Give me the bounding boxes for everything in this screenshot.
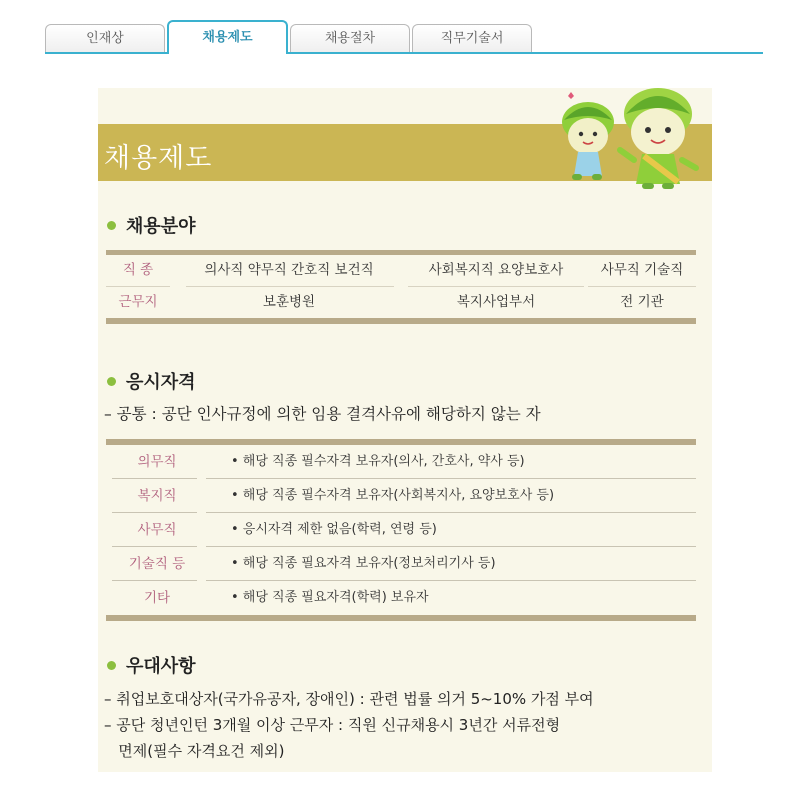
qual-value: • 해당 직종 필요자격(학력) 보유자 xyxy=(231,590,429,605)
qual-value: • 해당 직종 필수자격 보유자(의사, 간호사, 약사 등) xyxy=(231,454,525,469)
section-title-fields-text: 채용분야 xyxy=(126,216,196,237)
table-row xyxy=(106,445,696,479)
row-label-workplace: 근무지 xyxy=(118,294,158,310)
table-row xyxy=(106,547,696,581)
section-title-qualification-text: 응시자격 xyxy=(126,372,196,393)
qual-label: 의무직 xyxy=(137,454,177,470)
job-group-medical: 의사직 약무직 간호직 보건직 xyxy=(204,262,374,278)
table-row xyxy=(106,581,696,615)
table-row xyxy=(106,513,696,547)
table-row xyxy=(106,255,696,286)
qual-value: • 응시자격 제한 없음(학력, 연령 등) xyxy=(231,522,437,537)
job-group-office: 사무직 기술직 xyxy=(600,262,684,278)
preference-item: – 공단 청년인턴 3개월 이상 근무자 : 직원 신규채용시 3년간 서류전형 xyxy=(104,716,561,734)
row-label-job: 직 종 xyxy=(122,262,154,278)
qualification-common: – 공통 : 공단 인사규정에 의한 임용 결격사유에 해당하지 않는 자 xyxy=(104,405,541,423)
section-title-qualification xyxy=(107,368,196,394)
mascot-illustration xyxy=(550,84,710,194)
tab-job-description[interactable]: 직무기술서 xyxy=(412,24,532,52)
tab-bar xyxy=(45,18,763,54)
table-row xyxy=(106,287,696,318)
qual-label: 기타 xyxy=(143,590,171,606)
tab-talent[interactable]: 인재상 xyxy=(45,24,165,52)
qualification-table xyxy=(106,439,696,621)
section-title-preference xyxy=(107,652,196,678)
table-row xyxy=(106,479,696,513)
workplace-hospital: 보훈병원 xyxy=(262,294,316,310)
tab-recruitment-system[interactable]: 채용제도 xyxy=(167,20,288,54)
qual-label: 사무직 xyxy=(137,522,177,538)
preference-item: 면제(필수 자격요건 제외) xyxy=(104,742,285,760)
table-bottom-bar xyxy=(106,615,696,621)
qual-label: 기술직 등 xyxy=(128,556,186,572)
bullet-dot-icon xyxy=(107,661,116,670)
preference-item: – 취업보호대상자(국가유공자, 장애인) : 관련 법률 의거 5~10% 가점 부여 xyxy=(104,690,594,708)
qual-label: 복지직 xyxy=(137,488,177,504)
qual-value: • 해당 직종 필수자격 보유자(사회복지사, 요양보호사 등) xyxy=(231,488,555,503)
job-group-welfare: 사회복지직 요양보호사 xyxy=(428,262,564,278)
fields-table xyxy=(106,250,696,324)
tab-underline xyxy=(45,52,763,54)
qual-value: • 해당 직종 필요자격 보유자(정보처리기사 등) xyxy=(231,556,496,571)
workplace-welfare-dept: 복지사업부서 xyxy=(456,294,536,310)
content-panel xyxy=(98,88,712,772)
workplace-all: 전 기관 xyxy=(620,294,664,310)
bullet-dot-icon xyxy=(107,221,116,230)
section-title-preference-text: 우대사항 xyxy=(126,656,196,677)
tab-recruitment-process[interactable]: 채용절차 xyxy=(290,24,410,52)
bullet-dot-icon xyxy=(107,377,116,386)
table-bottom-bar xyxy=(106,318,696,324)
section-title-fields xyxy=(107,212,196,238)
page-title: 채용제도 xyxy=(104,143,213,174)
